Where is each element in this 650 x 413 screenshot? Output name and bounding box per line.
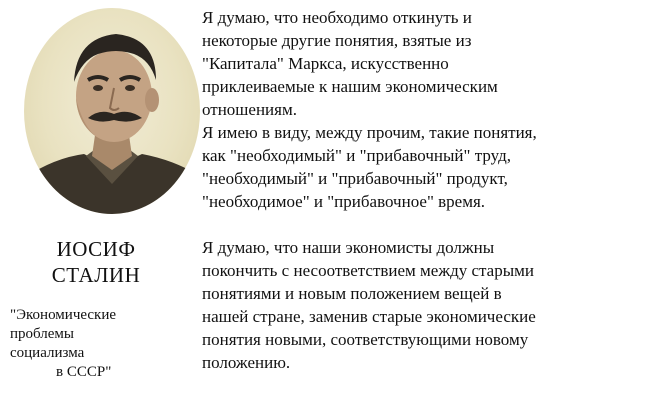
- quote-text: [202, 6, 646, 374]
- quote-line: покончить с несоответствием между старыми: [202, 261, 534, 280]
- quote-line: приклеиваемые к нашим экономическим: [202, 77, 498, 96]
- quote-line: отношениям.: [202, 100, 297, 119]
- quote-paragraph-2: [202, 236, 646, 374]
- author-last-name: СТАЛИН: [51, 263, 141, 287]
- quote-line: понятия новыми, соответствующими новому: [202, 330, 529, 349]
- author-name: [36, 236, 156, 288]
- quote-paragraph-1: [202, 6, 646, 213]
- quote-line: Я думаю, что необходимо откинуть и: [202, 8, 472, 27]
- quote-line: "необходимый" и "прибавочный" продукт,: [202, 169, 508, 188]
- portrait-illustration: [24, 8, 200, 214]
- book-title-line: проблемы: [10, 326, 74, 342]
- quote-line: Я думаю, что наши экономисты должны: [202, 238, 495, 257]
- book-title: [10, 306, 170, 382]
- quote-line: "необходимое" и "прибавочное" время.: [202, 192, 486, 211]
- quote-line: Я имею в виду, между прочим, такие понятия,: [202, 123, 537, 142]
- quote-line: положению.: [202, 353, 291, 372]
- quote-line: как "необходимый" и "прибавочный" труд,: [202, 146, 511, 165]
- book-title-line: социализма: [10, 345, 85, 361]
- book-title-line: в СССР": [56, 364, 112, 380]
- quote-line: понятиями и новым положением вещей в: [202, 284, 502, 303]
- book-title-line: "Экономические: [10, 307, 117, 323]
- quote-line: некоторые другие понятия, взятые из: [202, 31, 472, 50]
- author-first-name: ИОСИФ: [56, 237, 136, 261]
- author-portrait: [24, 8, 200, 214]
- quote-line: "Капитала" Маркса, искусственно: [202, 54, 449, 73]
- quote-line: нашей стране, заменив старые экономические: [202, 307, 536, 326]
